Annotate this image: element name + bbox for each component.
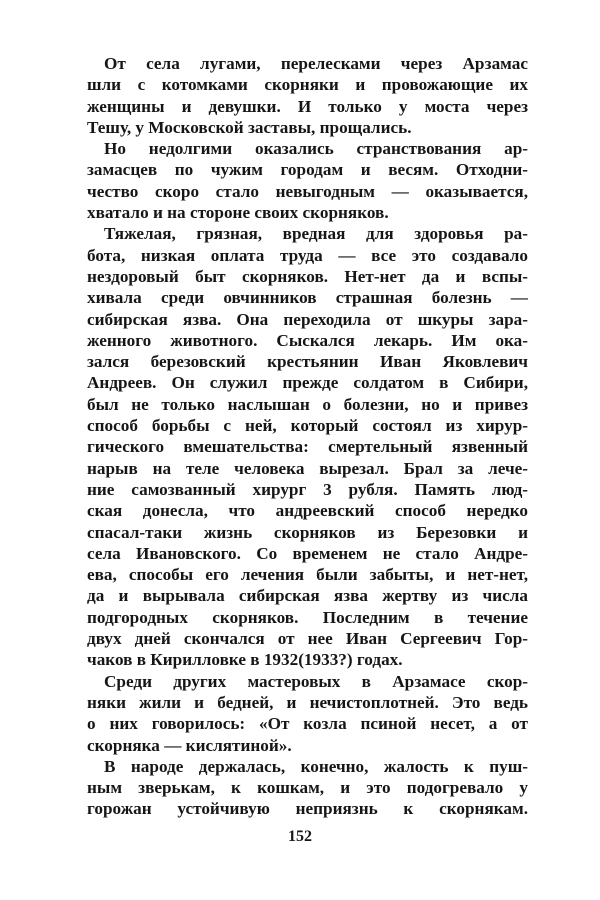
text-line: бота, низкая оплата труда — все это создавало [87,245,528,265]
text-line: чаков в Кирилловке в 1932(1933?) годах. [87,650,403,670]
text-line: хватало и на стороне своих скорняков. [87,203,389,223]
text-line: От села лугами, перелесками через Арзамас [104,54,528,73]
text-line: Но недолгими оказались странствования ар- [104,139,528,159]
text-line: ние самозванный хирург 3 рубля. Память люд- [87,479,528,499]
text-line: был не только наслышан о болезни, но и привез [87,394,528,414]
text-line: нарыв на теле человека вырезал. Брал за лече- [87,458,528,478]
text-line: нездоровый быт скорняков. Нет-нет да и вспы- [87,266,528,286]
text-line: замасцев по чужим городам и весям. Отходни- [87,160,528,180]
paragraph [87,53,528,138]
text-line: спасал-таки жизнь скорняков из Березовки и [87,522,528,542]
text-line: села Ивановского. Со временем не стало Андре- [87,543,528,563]
paragraph [87,223,528,670]
paragraph [87,756,528,820]
paragraph [87,138,528,223]
text-line: подгородных скорняков. Последним в течение [87,607,528,627]
book-page-text [87,53,528,820]
text-line: ская донесла, что андреевский способ нередко [87,501,528,521]
text-line: двух дней скончался от нее Иван Сергеевич Гор- [87,629,528,649]
paragraph [87,671,528,756]
page-number: 152 [288,828,312,845]
text-line: няки жили и бедней, и нечистоплотней. Это ведь [87,692,528,712]
text-line: Андреев. Он служил прежде солдатом в Сибири, [87,373,528,393]
text-line: ева, способы его лечения были забыты, и нет-нет, [87,565,528,585]
text-line: сибирская язва. Она переходила от шкуры зара- [87,309,528,329]
text-line: Среди других мастеровых в Арзамасе скор- [104,671,528,691]
text-line: В народе держалась, конечно, жалость к пуш- [104,756,528,776]
text-line: Тяжелая, грязная, вредная для здоровья ра- [104,224,528,244]
text-line: шли с котомками скорняки и провожающие их [87,75,528,95]
text-line: женщины и девушки. И только у моста через [87,96,528,116]
text-line: чество скоро стало невыгодным — оказывается, [87,181,528,201]
text-line: зался березовский крестьянин Иван Яковлевич [87,352,528,372]
text-line: гического вмешательства: смертельный язвенный [87,437,528,457]
text-line: женного животного. Сыскался лекарь. Им ока- [87,330,528,350]
text-line: горожан устойчивую неприязнь к скорнякам. [87,799,528,819]
text-line: о них говорилось: «От козла псиной несет, а от [87,714,528,734]
text-line: скорняка — кислятиной». [87,735,292,755]
text-line: да и вырывала сибирская язва жертву из числа [87,586,528,606]
text-line: Тешу, у Московской заставы, прощались. [87,117,412,137]
text-line: способ борьбы с ней, который состоял из хирур- [87,416,528,436]
text-line: хивала среди овчинников страшная болезнь — [87,288,528,308]
text-line: ным зверькам, к кошкам, и это подогревало у [87,778,528,798]
